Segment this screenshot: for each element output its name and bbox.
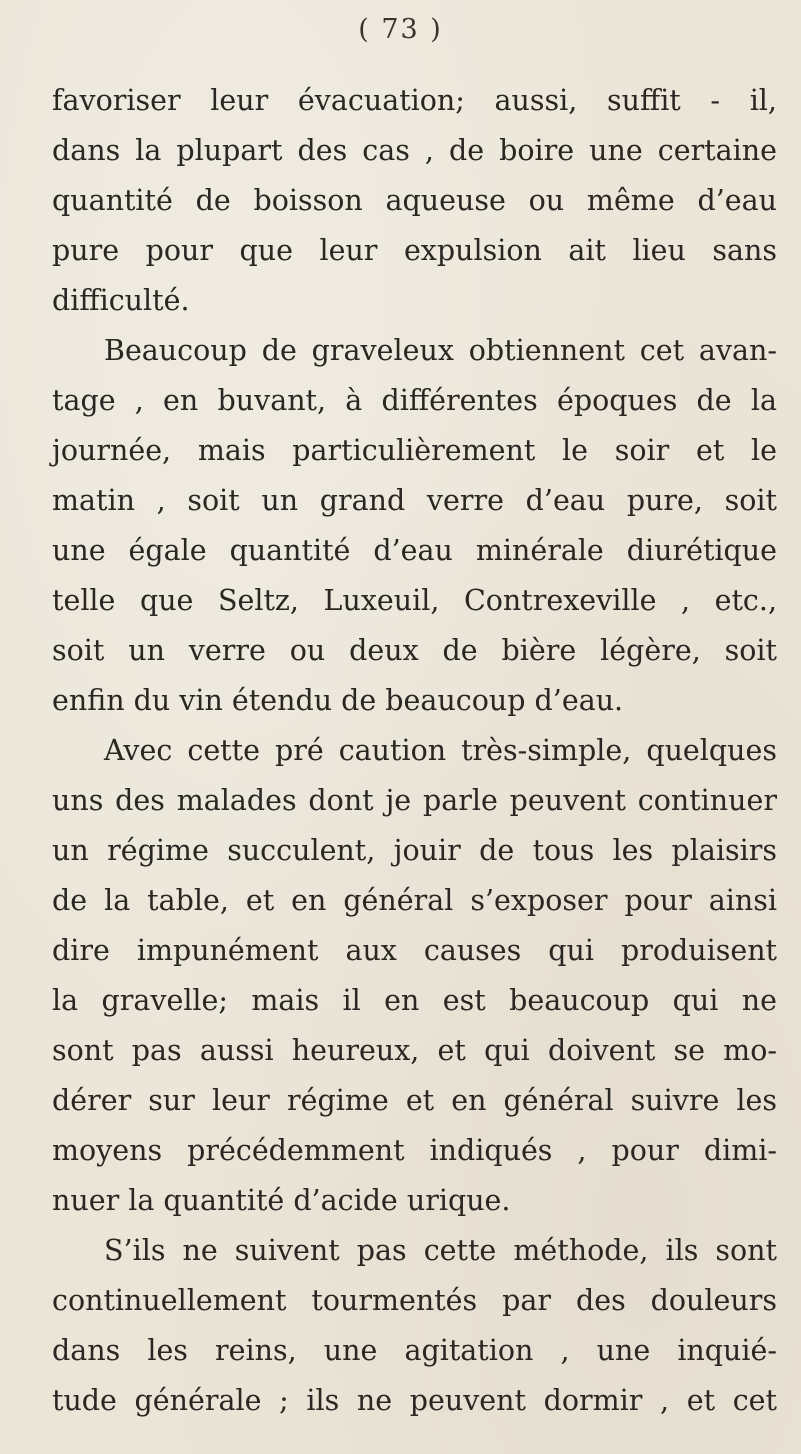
text-line: la gravelle; mais il en est beaucoup qui ne — [52, 984, 777, 1017]
text-line: de la table, et en général s’exposer pour ainsi — [52, 884, 777, 917]
text-line: dérer sur leur régime et en général suivre les — [52, 1084, 777, 1117]
text-line: continuellement tourmentés par des douleurs — [52, 1284, 777, 1317]
text-line: nuer la quantité d’acide urique. — [52, 1184, 511, 1217]
text-line: favoriser leur évacuation; aussi, suffit - il, — [52, 84, 777, 117]
text-line: journée, mais particulièrement le soir et le — [52, 434, 777, 467]
text-line: sont pas aussi heureux, et qui doivent se mo- — [52, 1034, 777, 1067]
text-line: quantité de boisson aqueuse ou même d’eau — [52, 184, 777, 217]
text-line: dans la plupart des cas , de boire une certaine — [52, 134, 777, 167]
text-line: moyens précédemment indiqués , pour dimi- — [52, 1134, 777, 1167]
text-line: uns des malades dont je parle peuvent continuer — [52, 784, 777, 817]
text-line: matin , soit un grand verre d’eau pure, soit — [52, 484, 777, 517]
text-line: dans les reins, une agitation , une inquié- — [52, 1334, 777, 1367]
body-text — [52, 76, 777, 1426]
text-line: tude générale ; ils ne peuvent dormir , et cet — [52, 1384, 777, 1417]
text-line: dire impunément aux causes qui produisent — [52, 934, 777, 967]
text-line: enfin du vin étendu de beaucoup d’eau. — [52, 684, 624, 717]
page-number: ( 73 ) — [358, 14, 443, 45]
text-line: Avec cette pré caution très-simple, quelques — [104, 734, 777, 767]
text-line: pure pour que leur expulsion ait lieu sans — [52, 234, 777, 267]
text-line: difficulté. — [52, 284, 190, 317]
text-line: un régime succulent, jouir de tous les plaisirs — [52, 834, 777, 867]
text-line: Beaucoup de graveleux obtiennent cet avan- — [104, 334, 777, 367]
text-line: telle que Seltz, Luxeuil, Contrexeville , etc., — [52, 584, 777, 617]
text-line: tage , en buvant, à différentes époques de la — [52, 384, 777, 417]
text-line: soit un verre ou deux de bière légère, soit — [52, 634, 777, 667]
text-line: une égale quantité d’eau minérale diurétique — [52, 534, 777, 567]
text-line: S’ils ne suivent pas cette méthode, ils sont — [104, 1234, 777, 1267]
